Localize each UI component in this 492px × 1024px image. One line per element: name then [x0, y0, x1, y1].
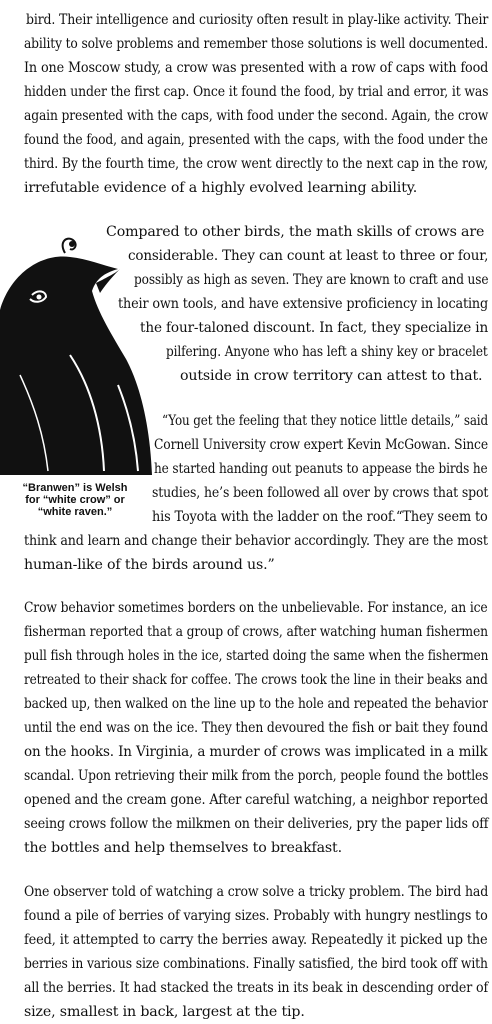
paragraph-line: their own tools, and have extensive proficiency in locating	[118, 296, 489, 312]
paragraph-line: again presented with the caps, with food under the second. Again, the crow	[24, 108, 489, 124]
paragraph-line: irrefutable evidence of a highly evolved learning ability.	[24, 180, 418, 196]
paragraph-line: think and learn and change their behavior accordingly. They are the most	[24, 533, 488, 549]
paragraph-line: the bottles and help themselves to breakfast.	[24, 840, 342, 856]
paragraph-line: third. By the fourth time, the crow went directly to the next cap in the row,	[24, 156, 489, 172]
paragraph-line: bird. Their intelligence and curiosity often result in play-like activity. Their	[26, 12, 489, 28]
figure-caption	[0, 482, 150, 518]
paragraph-line: on the hooks. In Virginia, a murder of crows was implicated in a milk	[24, 744, 488, 760]
paragraph-line: opened and the cream gone. After careful watching, a neighbor reported	[24, 792, 489, 808]
paragraph-line: seeing crows follow the milkmen on their deliveries, pry the paper lids off	[24, 816, 489, 832]
paragraph-line: berries in various size combinations. Finally satisfied, the bird took off with	[24, 956, 488, 972]
paragraph-line: he started handing out peanuts to appease the birds he	[154, 461, 488, 477]
paragraph-line: ability to solve problems and remember those solutions is well documented.	[24, 36, 489, 52]
caption-line: for “white crow” or	[25, 494, 125, 506]
paragraph-line: the four-taloned discount. In fact, they specialize in	[140, 320, 489, 336]
paragraph-line: pilfering. Anyone who has left a shiny key or bracelet	[166, 344, 488, 360]
paragraph-line: his Toyota with the ladder on the roof.“They seem to	[152, 509, 488, 525]
caption-line: “Branwen” is Welsh	[22, 482, 128, 494]
paragraph-line: considerable. They can count at least to three or four,	[128, 248, 489, 264]
paragraph-line: outside in crow territory can attest to that.	[180, 368, 483, 384]
paragraph-line: possibly as high as seven. They are known to craft and use	[134, 272, 489, 288]
paragraph-line: studies, he’s been followed all over by crows that spot	[152, 485, 489, 501]
paragraph-line: feed, it attempted to carry the berries away. Repeatedly it picked up the	[24, 932, 488, 948]
paragraph-line: all the berries. It had stacked the treats in its beak in descending order of	[24, 980, 488, 996]
paragraph-line: fisherman reported that a group of crows, after watching human fishermen	[24, 624, 489, 640]
paragraph-line: Cornell University crow expert Kevin McGowan. Since	[154, 437, 488, 453]
paragraph-line: pull fish through holes in the ice, started doing the same when the fishermen	[24, 648, 489, 664]
paragraph-line: until the end was on the ice. They then devoured the fish or bait they found	[24, 720, 489, 736]
paragraph-line: found a pile of berries of varying sizes. Probably with hungry nestlings to	[24, 908, 488, 924]
paragraph-line: size, smallest in back, largest at the tip.	[24, 1004, 305, 1020]
paragraph-line: backed up, then walked on the line up to the hole and repeated the behavior	[24, 696, 488, 712]
paragraph-line: One observer told of watching a crow solve a tricky problem. The bird had	[24, 884, 489, 900]
paragraph-line: Compared to other birds, the math skills of crows are	[106, 224, 485, 240]
caption-line: “white raven.”	[37, 506, 113, 518]
paragraph-line: hidden under the first cap. Once it found the food, by trial and error, it was	[24, 84, 489, 100]
paragraph-line: scandal. Upon retrieving their milk from the porch, people found the bottles	[24, 768, 489, 784]
crow-icon	[0, 235, 160, 475]
paragraph-line: human-like of the birds around us.”	[24, 557, 275, 573]
paragraph-line: In one Moscow study, a crow was presented with a row of caps with food	[24, 60, 489, 76]
paragraph-line: found the food, and again, presented with the caps, with the food under the	[24, 132, 488, 148]
paragraph-line: “You get the feeling that they notice little details,” said	[162, 413, 488, 429]
paragraph-line: Crow behavior sometimes borders on the unbelievable. For instance, an ice	[24, 600, 488, 616]
paragraph-line: retreated to their shack for coffee. The crows took the line in their beaks and	[24, 672, 488, 688]
